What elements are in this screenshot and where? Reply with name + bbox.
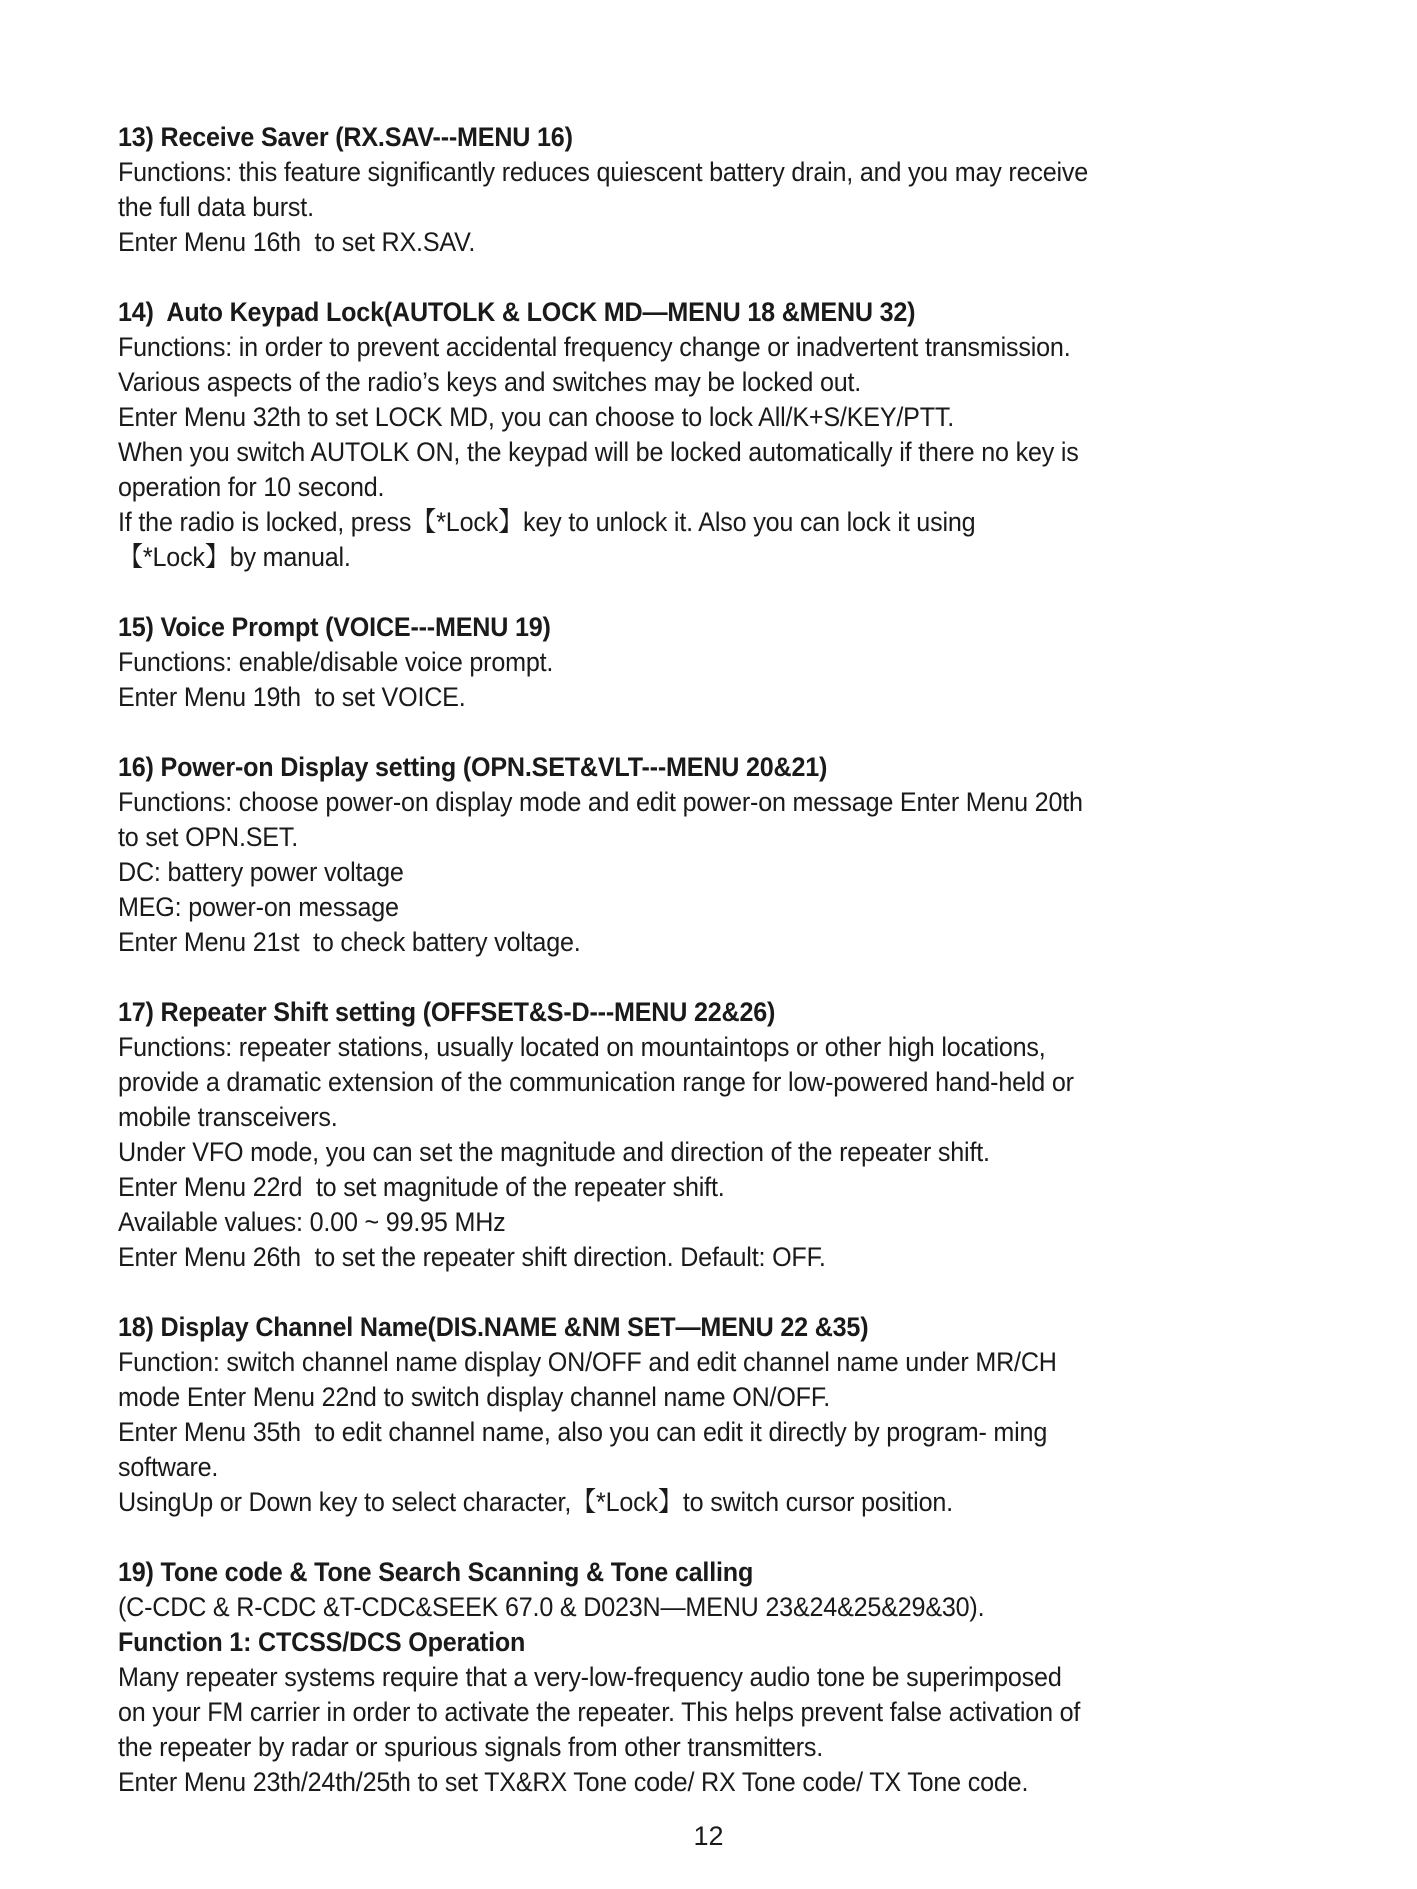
page-number: 12: [693, 1821, 724, 1851]
body-text-line: Enter Menu 23th/24th/25th to set TX&RX Tone code/ RX Tone code/ TX Tone code.: [118, 1767, 1029, 1797]
body-text-line: Enter Menu 16th to set RX.SAV.: [118, 227, 476, 257]
body-text-line: (C-CDC & R-CDC &T-CDC&SEEK 67.0 & D023N—MENU 23&24&25&29&30).: [118, 1592, 985, 1622]
manual-section: [118, 750, 1318, 960]
body-text-line: Enter Menu 26th to set the repeater shift direction. Default: OFF.: [118, 1242, 826, 1272]
body-text-line: UsingUp or Down key to select character,【*Lock】to switch cursor position.: [118, 1487, 953, 1517]
manual-section: [118, 1555, 1318, 1800]
body-text-line: the full data burst.: [118, 192, 314, 222]
body-text-line: Various aspects of the radio’s keys and switches may be locked out.: [118, 367, 862, 397]
body-text-line: software.: [118, 1452, 219, 1482]
manual-section: [118, 295, 1318, 575]
body-text-line: Functions: choose power-on display mode and edit power-on message Enter Menu 20th: [118, 787, 1083, 817]
body-text-line: to set OPN.SET.: [118, 822, 299, 852]
section-heading: 16) Power-on Display setting (OPN.SET&VLT---MENU 20&21): [118, 752, 828, 782]
body-text-line: MEG: power-on message: [118, 892, 399, 922]
section-heading: 19) Tone code & Tone Search Scanning & Tone calling: [118, 1557, 754, 1587]
body-text-line: DC: battery power voltage: [118, 857, 404, 887]
body-text-line: the repeater by radar or spurious signals from other transmitters.: [118, 1732, 824, 1762]
document-page: [118, 120, 1318, 1835]
body-text-line: Enter Menu 21st to check battery voltage.: [118, 927, 581, 957]
body-text-line: Enter Menu 35th to edit channel name, also you can edit it directly by program- ming: [118, 1417, 1048, 1447]
body-text-line: Enter Menu 22rd to set magnitude of the repeater shift.: [118, 1172, 725, 1202]
manual-section: [118, 120, 1318, 260]
manual-section: [118, 995, 1318, 1275]
body-text-line: Enter Menu 19th to set VOICE.: [118, 682, 466, 712]
body-text-line: Enter Menu 32th to set LOCK MD, you can choose to lock All/K+S/KEY/PTT.: [118, 402, 955, 432]
body-text-line: Functions: repeater stations, usually located on mountaintops or other high locations,: [118, 1032, 1046, 1062]
section-heading: 15) Voice Prompt (VOICE---MENU 19): [118, 612, 551, 642]
body-text-line: operation for 10 second.: [118, 472, 385, 502]
body-text-line: Functions: this feature significantly reduces quiescent battery drain, and you may receive: [118, 157, 1089, 187]
section-heading: 14) Auto Keypad Lock(AUTOLK & LOCK MD—MENU 18 &MENU 32): [118, 297, 916, 327]
section-heading: 17) Repeater Shift setting (OFFSET&S-D---MENU 22&26): [118, 997, 776, 1027]
body-text-line: 【*Lock】by manual.: [118, 542, 351, 572]
manual-section: [118, 610, 1318, 715]
body-text-line: Functions: in order to prevent accidental frequency change or inadvertent transmission.: [118, 332, 1071, 362]
body-text-line: provide a dramatic extension of the communication range for low-powered hand-held or: [118, 1067, 1074, 1097]
body-text-line: Function: switch channel name display ON/OFF and edit channel name under MR/CH: [118, 1347, 1057, 1377]
body-text-line: on your FM carrier in order to activate the repeater. This helps prevent false activation of: [118, 1697, 1081, 1727]
manual-section: [118, 1310, 1318, 1520]
body-text-line: When you switch AUTOLK ON, the keypad will be locked automatically if there no key is: [118, 437, 1079, 467]
body-text-line: mode Enter Menu 22nd to switch display channel name ON/OFF.: [118, 1382, 831, 1412]
body-text-line: Many repeater systems require that a very-low-frequency audio tone be superimposed: [118, 1662, 1062, 1692]
body-text-line: Under VFO mode, you can set the magnitude and direction of the repeater shift.: [118, 1137, 990, 1167]
section-heading: Function 1: CTCSS/DCS Operation: [118, 1627, 526, 1657]
section-heading: 13) Receive Saver (RX.SAV---MENU 16): [118, 122, 573, 152]
section-heading: 18) Display Channel Name(DIS.NAME &NM SET—MENU 22 &35): [118, 1312, 869, 1342]
body-text-line: If the radio is locked, press【*Lock】key to unlock it. Also you can lock it using: [118, 507, 976, 537]
body-text-line: Available values: 0.00 ~ 99.95 MHz: [118, 1207, 506, 1237]
body-text-line: mobile transceivers.: [118, 1102, 338, 1132]
body-text-line: Functions: enable/disable voice prompt.: [118, 647, 554, 677]
